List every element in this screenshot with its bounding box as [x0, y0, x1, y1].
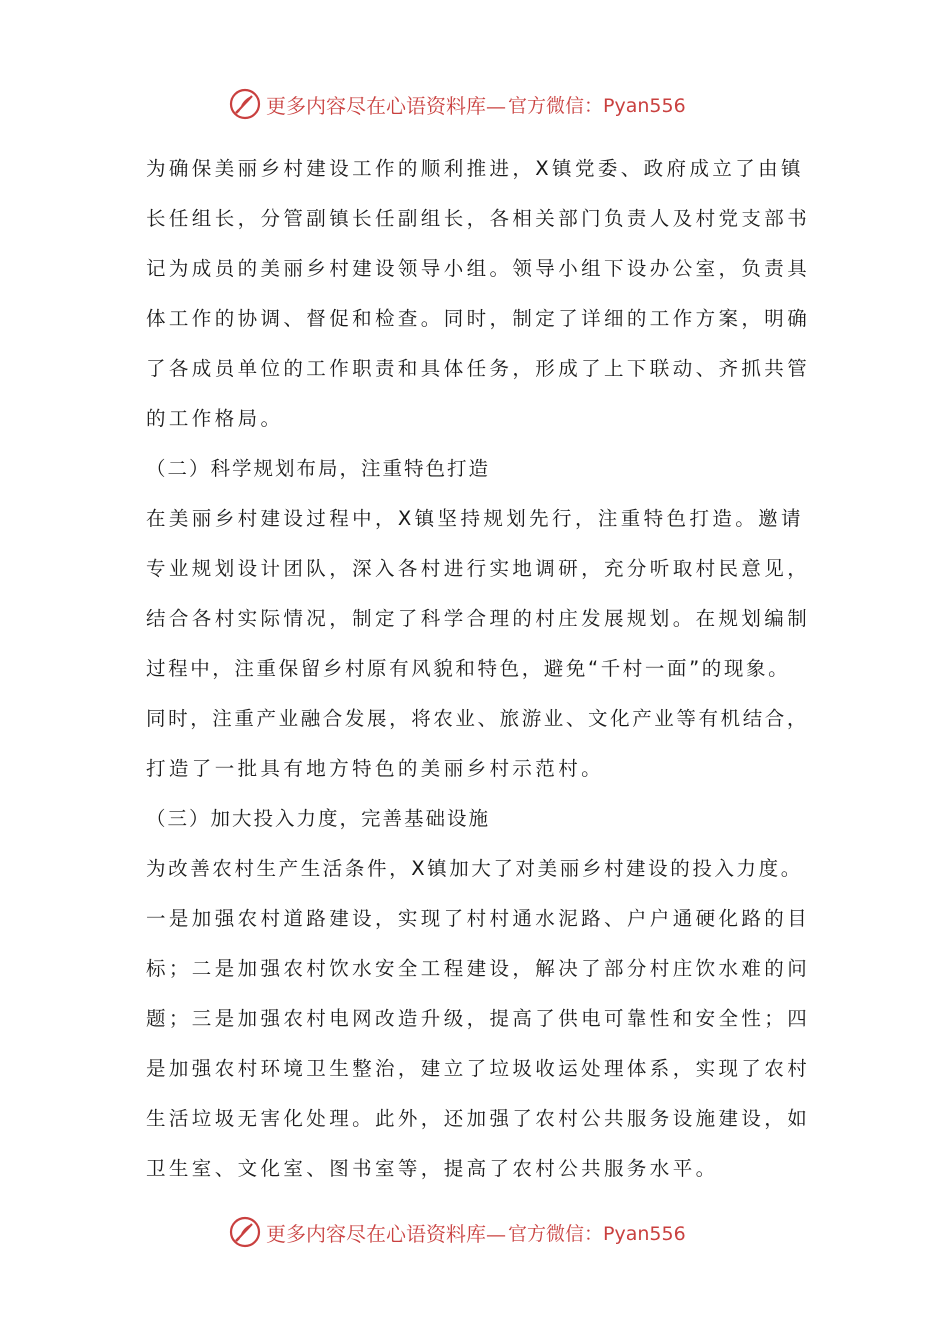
paragraph-line: 了各成员单位的工作职责和具体任务，形成了上下联动、齐抓共管 [146, 357, 811, 380]
footer-banner [228, 1212, 748, 1252]
paragraph-line: 结合各村实际情况，制定了科学合理的村庄发展规划。在规划编制 [146, 607, 811, 630]
banner-main-text: 更多内容尽在心语资料库— [266, 1221, 506, 1246]
paragraph-line: 打造了一批具有地方特色的美丽乡村示范村。 [146, 757, 605, 780]
paragraph-line: 长任组长，分管副镇长任副组长，各相关部门负责人及村党支部书 [146, 207, 811, 230]
paragraph-line: 为确保美丽乡村建设工作的顺利推进，X镇党委、政府成立了由镇 [146, 157, 804, 180]
paragraph-line: 记为成员的美丽乡村建设领导小组。领导小组下设办公室，负责具 [146, 257, 811, 280]
paragraph-line: 为改善农村生产生活条件，X镇加大了对美丽乡村建设的投入力度。 [146, 857, 803, 880]
header-banner [228, 84, 748, 124]
section-heading: （三）加大投入力度，完善基础设施 [146, 807, 491, 830]
paragraph-line: 的工作格局。 [146, 407, 284, 430]
quill-logo-icon [228, 1215, 262, 1249]
banner-wechat-text: 官方微信：Pyan556 [508, 94, 686, 117]
paragraph-line: 卫生室、文化室、图书室等，提高了农村公共服务水平。 [146, 1157, 719, 1180]
paragraph-line: 一是加强农村道路建设，实现了村村通水泥路、户户通硬化路的目 [146, 907, 811, 930]
paragraph-line: 专业规划设计团队，深入各村进行实地调研，充分听取村民意见， [146, 557, 811, 580]
document-body [146, 144, 826, 1194]
paragraph-line: 题；三是加强农村电网改造升级，提高了供电可靠性和安全性；四 [146, 1007, 811, 1030]
paragraph-line: 在美丽乡村建设过程中，X镇坚持规划先行，注重特色打造。邀请 [146, 507, 804, 530]
banner-main-text: 更多内容尽在心语资料库— [266, 93, 506, 118]
paragraph-line: 体工作的协调、督促和检查。同时，制定了详细的工作方案，明确 [146, 307, 811, 330]
paragraph-line: 标；二是加强农村饮水安全工程建设，解决了部分村庄饮水难的问 [146, 957, 811, 980]
paragraph-line: 生活垃圾无害化处理。此外，还加强了农村公共服务设施建设，如 [146, 1107, 811, 1130]
quill-logo-icon [228, 87, 262, 121]
paragraph-line: 是加强农村环境卫生整治，建立了垃圾收运处理体系，实现了农村 [146, 1057, 811, 1080]
section-heading: （二）科学规划布局，注重特色打造 [146, 457, 491, 480]
paragraph-line: 同时，注重产业融合发展，将农业、旅游业、文化产业等有机结合， [146, 707, 810, 730]
banner-wechat-text: 官方微信：Pyan556 [508, 1222, 686, 1245]
paragraph-line: 过程中，注重保留乡村原有风貌和特色，避免“千村一面”的现象。 [146, 657, 791, 680]
